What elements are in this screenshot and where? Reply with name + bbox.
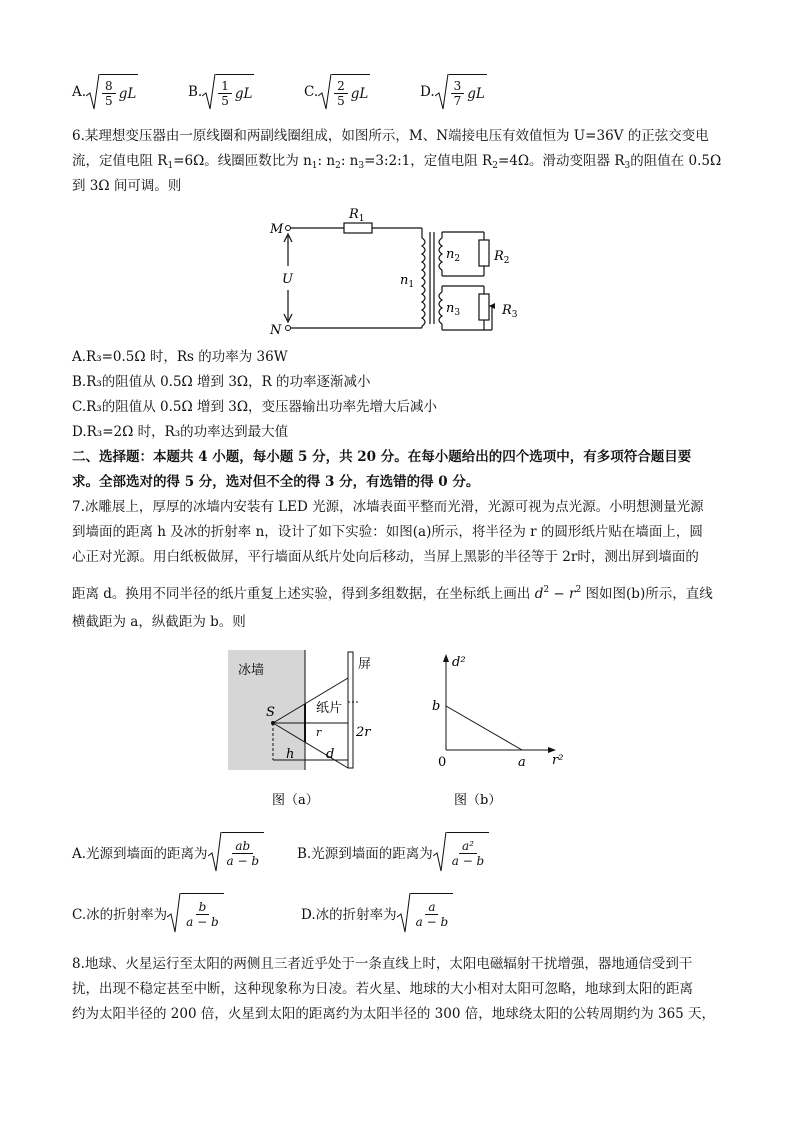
- q8-stem-line1: 8.地球、火星运行至太阳的两侧且三者近乎处于一条直线上时，太阳电磁辐射干扰增强，器地通信受到干: [72, 956, 693, 972]
- q6-option-c[interactable]: C.R₃的阻值从 0.5Ω 增到 3Ω，变压器输出功率先增大后减小: [72, 399, 438, 415]
- q7-option-a[interactable]: [72, 832, 264, 872]
- q8-stem-line2: 扰，出现不稳定甚至中断，这种现象称为日凌。若火星、地球的大小相对太阳可忽略，地球到太阳的距离: [72, 981, 693, 997]
- q6-option-b[interactable]: B.R₃的阻值从 0.5Ω 增到 3Ω，R 的功率逐渐减小: [72, 374, 371, 390]
- terminal-n-label: N: [270, 323, 282, 338]
- fraction-denominator: 7: [453, 94, 462, 108]
- figure-b-caption: 图（b）: [454, 793, 502, 808]
- source-s-label: S: [266, 705, 275, 720]
- q5-option-b[interactable]: [188, 74, 254, 110]
- intercept-b-label: b: [432, 699, 441, 714]
- option-tail: gL: [234, 85, 253, 102]
- transformer-circuit-diagram: [262, 198, 532, 338]
- r2-label: $R_2$: [494, 249, 510, 266]
- option-text: D.冰的折射率为: [301, 907, 397, 923]
- option-tail: gL: [467, 85, 485, 102]
- figure-a-ice-wall: [228, 650, 388, 810]
- q7-stem-line3: 心正对光源。用白纸板做屏，平行墙面从纸片处向后移动，当屏上黑影的半径等于 2r时，测出屏到墙面的: [72, 549, 699, 565]
- section2-instructions-line1: 二、选择题：本题共 4 小题，每小题 5 分，共 20 分。在每小题给出的四个选项中，有多项符合题目要: [72, 449, 692, 465]
- radius-2r-label: 2r: [356, 725, 371, 740]
- n2-label: $n_2$: [446, 247, 461, 264]
- distance-h-label: h: [286, 747, 295, 762]
- sqrt-expression: b a − b: [167, 893, 224, 933]
- distance-d-label: d: [326, 747, 335, 762]
- sqrt-expression: a² a − b: [433, 832, 490, 872]
- ice-wall-label: 冰墙: [238, 663, 265, 678]
- q7-stem-line2: 到墙面的距离 h 及冰的折射率 n，设计了如下实验：如图(a)所示，将半径为 r 的圆形纸片贴在墙面上，圆: [72, 524, 703, 540]
- intercept-a-label: a: [518, 755, 526, 770]
- q6-stem-line3: 到 3Ω 间可调。则: [72, 178, 182, 194]
- q6-stem-line1: 6.某理想变压器由一原线圈和两副线圈组成，如图所示，M、N端接电压有效值恒为 U=36V 的正弦交变电: [72, 128, 709, 144]
- option-tail: gL: [118, 85, 137, 102]
- section2-instructions-line2: 求。全部选对的得 5 分，选对但不全的得 3 分，有选错的得 0 分。: [72, 474, 480, 490]
- figure-b-graph: [424, 650, 564, 810]
- q5-option-d[interactable]: [420, 74, 487, 110]
- sqrt-expression: [435, 74, 487, 110]
- q5-option-c[interactable]: [304, 74, 370, 110]
- terminal-m-label: M: [270, 222, 284, 237]
- fraction-denominator: 5: [221, 94, 229, 108]
- q7-stem-line4: 距离 d。换用不同半径的纸片重复上述实验，得到多组数据，在坐标纸上画出 $d^2 - r^2$ 图如图(b)所示，直线: [72, 585, 713, 602]
- n3-label: $n_3$: [446, 301, 461, 318]
- q7-option-d[interactable]: [301, 893, 453, 933]
- fraction-numerator: 8: [102, 79, 116, 94]
- r3-label: $R_3$: [502, 303, 518, 320]
- screen-label: 屏: [358, 657, 372, 672]
- q7-option-b[interactable]: [297, 832, 489, 872]
- q6-option-d[interactable]: D.R₃=2Ω 时，R₃的功率达到最大值: [72, 424, 289, 440]
- x-axis-label: r²: [552, 753, 564, 768]
- option-tail: gL: [350, 85, 369, 102]
- q7-option-c[interactable]: [72, 893, 224, 933]
- sqrt-expression: [318, 74, 370, 110]
- option-letter: C.: [304, 84, 319, 100]
- sqrt-expression: a a − b: [397, 893, 454, 933]
- radius-r-label: r: [316, 726, 322, 739]
- figure-a-caption: 图（a）: [272, 793, 319, 808]
- fraction-numerator: 2: [334, 79, 348, 94]
- voltage-u-label: U: [282, 272, 293, 287]
- option-letter: B.: [188, 84, 203, 100]
- option-letter: D.: [420, 84, 435, 100]
- fraction-denominator: 5: [105, 94, 113, 108]
- option-letter: A.: [72, 84, 87, 100]
- fraction-numerator: 3: [451, 79, 465, 94]
- q8-stem-line3: 约为太阳半径的 200 倍，火星到太阳的距离约为太阳半径的 300 倍，地球绕太阳的公转周期约为 365 天，: [72, 1006, 716, 1022]
- sqrt-expression: ab a − b: [208, 832, 265, 872]
- q6-option-a[interactable]: A.R₃=0.5Ω 时，Rs 的功率为 36W: [72, 349, 288, 365]
- y-axis-label: d²: [452, 655, 466, 670]
- origin-label: 0: [438, 755, 447, 770]
- option-text: C.冰的折射率为: [72, 907, 168, 923]
- sqrt-expression: [202, 74, 254, 110]
- q7-stem-line1: 7.冰雕展上，厚厚的冰墙内安装有 LED 光源，冰墙表面平整而光滑，光源可视为点光源。小明想测量光源: [72, 499, 704, 515]
- r1-label: $R_1$: [349, 207, 365, 224]
- option-text: B.光源到墙面的距离为: [297, 846, 433, 862]
- q6-stem-line2: 流，定值电阻 $R_1=6\Omega$。线圈匝数比为 $n_1$: $n_2$: $n_3=3:2:1$，定值电阻 $R_2=4\Omega$。滑动变阻器 $R_3$的阻值在 0.5Ω: [72, 153, 722, 171]
- paper-label: 纸片: [316, 701, 343, 716]
- option-text: A.光源到墙面的距离为: [72, 846, 208, 862]
- q5-option-a[interactable]: [72, 74, 138, 110]
- q7-stem-line5: 横截距为 a，纵截距为 b。则: [72, 614, 246, 630]
- fraction-numerator: 1: [218, 79, 232, 94]
- n1-label: $n_1$: [400, 273, 415, 290]
- sqrt-expression: [86, 74, 138, 110]
- fraction-denominator: 5: [337, 94, 345, 108]
